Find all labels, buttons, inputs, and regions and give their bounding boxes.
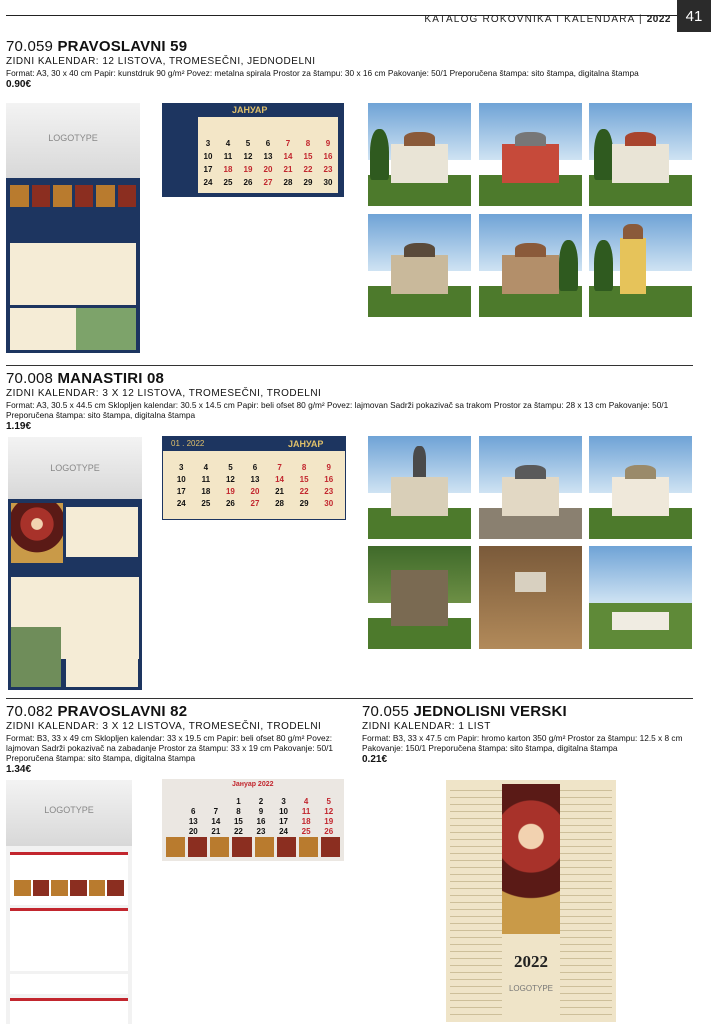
product-70055 (362, 703, 702, 765)
calendar-70008-detail (162, 436, 346, 520)
icon-madonna (11, 503, 63, 563)
monastery-photo (368, 546, 471, 649)
product-subtitle: ZIDNI KALENDAR: 3 X 12 LISTOVA, TROMESEČNI, TRODELNI (6, 388, 322, 399)
product-price: 1.34€ (6, 764, 32, 775)
calendar-70055-image (446, 780, 616, 1022)
calendar-grid: 3 4 5 6 7 8 9 10 11 12 13 14 15 16 17 18 19 20 21 22 23 24 25 26 27 28 29 30 (203, 139, 333, 187)
icon-strip (10, 185, 136, 207)
product-subtitle: ZIDNI KALENDAR: 12 LISTOVA, TROMESEČNI, JEDNODELNI (6, 56, 316, 67)
running-header: KATALOG ROKOVNIKA I KALENDARA | 2022 (424, 14, 671, 25)
page-number: 41 (677, 0, 711, 32)
product-title: 70.059 PRAVOSLAVNI 59 (6, 38, 188, 55)
calendar-grid: 1 2 3 4 5 6 7 8 9 10 11 12 13 14 15 16 17 18 19 20 21 22 23 24 25 26 (188, 797, 334, 836)
product-subtitle: ZIDNI KALENDAR: 3 X 12 LISTOVA, TROMESEČNI, TRODELNI (6, 721, 322, 732)
year-print: 2022 (514, 952, 548, 971)
monastery-photo (589, 214, 692, 317)
month-label: Јануар 2022 (232, 781, 274, 788)
month-label: ЈАНУАР (288, 439, 324, 449)
section-divider (6, 698, 693, 699)
product-spec: Format: B3, 33 x 49 cm Sklopljen kalendar: 33 x 19.5 cm Papir: beli ofset 80 g/m² Povez: lajmovan Sadrži pokazivač na zabadanje Prostor za štampu: 33 x 19 cm Pakovanje: 50/1 Preporučena štampa: sito štampa, digitalna štampa (6, 733, 333, 763)
product-price: 1.19€ (6, 421, 32, 432)
calendar-grid: 3 4 5 6 7 8 9 10 11 12 13 14 15 16 17 18 19 20 21 22 23 24 25 26 27 28 29 30 (176, 463, 334, 508)
monastery-photo (589, 103, 692, 206)
product-spec: Format: A3, 30.5 x 44.5 cm Sklopljen kalendar: 30.5 x 14.5 cm Papir: beli ofset 80 g/m² Povez: lajmovan Sadrži pokazivač sa trakom Prostor za štampu: 28 x 13 cm Pakovanje: 50/1 Preporučena štampa: sito štampa, digitalna štampa (6, 400, 669, 420)
product-title: 70.008 MANASTIRI 08 (6, 370, 165, 387)
product-price: 0.90€ (6, 79, 32, 90)
product-price: 0.21€ (362, 754, 388, 765)
product-spec: Format: B3, 33 x 47.5 cm Papir: hromo karton 350 g/m² Prostor za štampu: 12.5 x 8 cm Pakovanje: 150/1 Preporučena štampa: sito štampa, digitalna štampa (362, 733, 683, 753)
product-70059 (6, 38, 696, 90)
monastery-photo (368, 436, 471, 539)
product-subtitle: ZIDNI KALENDAR: 1 LIST (362, 721, 491, 732)
monastery-photo (479, 546, 582, 649)
logotype-placeholder: LOGOTYPE (6, 103, 140, 178)
monastery-photo (479, 103, 582, 206)
logotype-placeholder: LOGOTYPE (8, 437, 142, 499)
monastery-photo (479, 436, 582, 539)
calendar-70008-image (8, 437, 142, 690)
monastery-photo (589, 436, 692, 539)
logotype-placeholder: LOGOTYPE (6, 780, 132, 846)
monastery-photo (368, 103, 471, 206)
icon-madonna (502, 784, 560, 934)
calendar-70059-image (6, 103, 140, 353)
calendar-70082-image (6, 780, 132, 1024)
product-70008 (6, 370, 696, 432)
logotype-placeholder: LOGOTYPE (508, 984, 553, 993)
monastery-photo (479, 214, 582, 317)
icon-strip (166, 837, 340, 857)
calendar-label: 01 . 2022 (171, 439, 205, 448)
monastery-photo (589, 546, 692, 649)
calendar-70059-detail (162, 103, 344, 197)
calendar-70082-detail (162, 779, 344, 861)
product-title: 70.055 JEDNOLISNI VERSKI (362, 703, 567, 720)
monastery-photo (368, 214, 471, 317)
month-label: ЈАНУАР (232, 105, 268, 115)
product-title: 70.082 PRAVOSLAVNI 82 (6, 703, 188, 720)
section-divider (6, 365, 693, 366)
product-spec: Format: A3, 30 x 40 cm Papir: kunstdruk 90 g/m² Povez: metalna spirala Prostor za štampu: 30 x 16 cm Pakovanje: 50/1 Preporučena štampa: sito štampa, digitalna štampa (6, 68, 639, 78)
product-70082 (6, 703, 346, 775)
